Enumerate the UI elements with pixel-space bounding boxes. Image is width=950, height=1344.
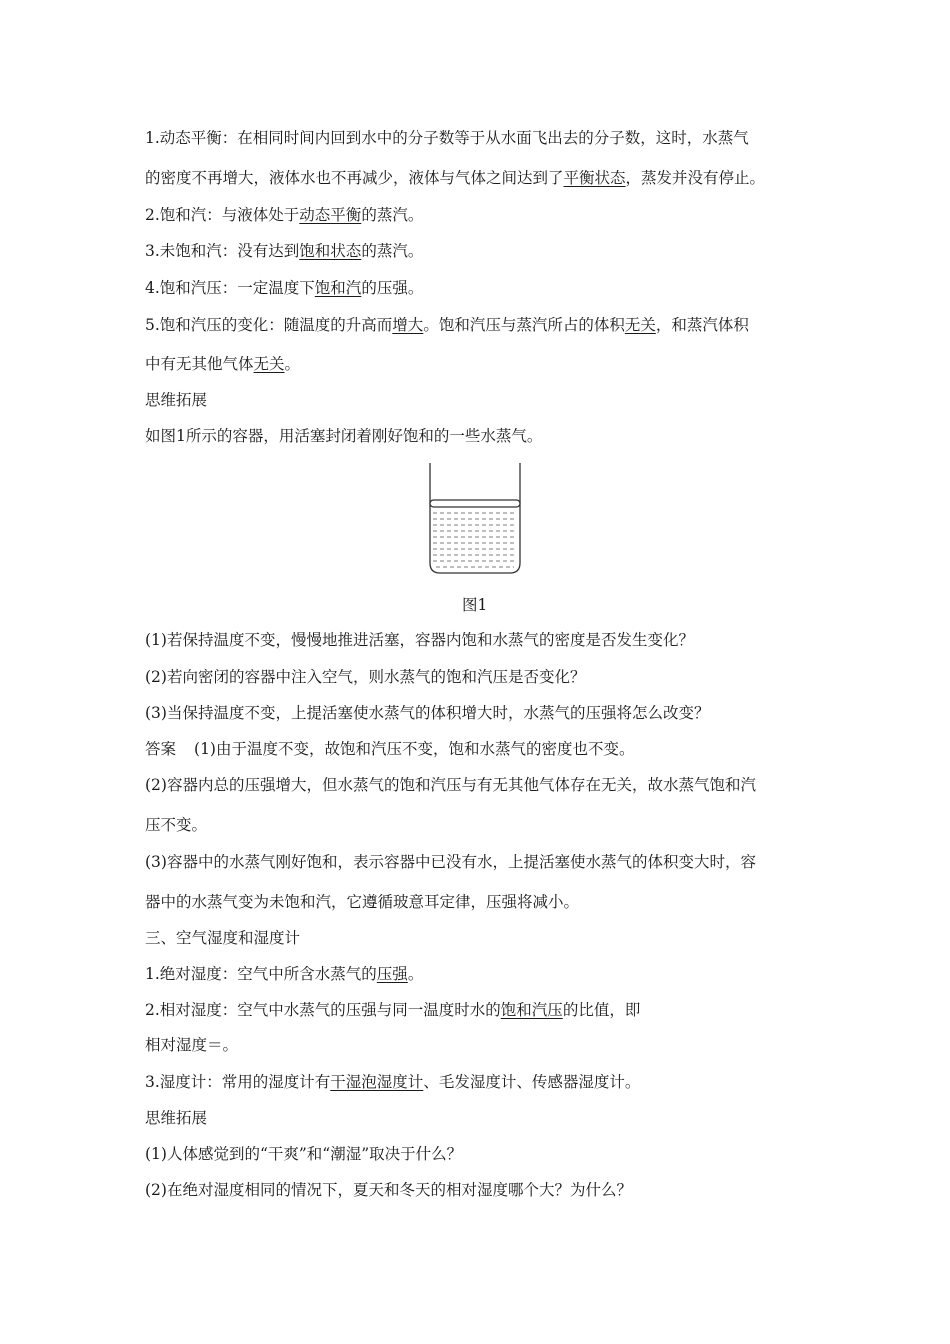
answer-1: 答案 (1)由于温度不变，故饱和汽压不变，饱和水蒸气的密度也不变。 bbox=[145, 740, 635, 758]
question-3: (3)当保持温度不变，上提活塞使水蒸气的体积增大时，水蒸气的压强将怎么改变？ bbox=[145, 704, 710, 722]
answer-3-line2: 器中的水蒸气变为未饱和汽，它遵循玻意耳定律，压强将减小。 bbox=[145, 893, 580, 911]
container-piston-figure bbox=[420, 455, 530, 580]
answer-blank: 饱和汽压 bbox=[500, 1001, 563, 1019]
definition-relative-humidity: 2.相对湿度：空气中水蒸气的压强与同一温度时水的饱和汽压的比值，即 bbox=[145, 1001, 641, 1019]
question-1: (1)若保持温度不变，慢慢地推进活塞，容器内饱和水蒸气的密度是否发生变化？ bbox=[145, 631, 694, 649]
vapor-hatching bbox=[433, 513, 517, 567]
definition-hygrometer: 3.湿度计：常用的湿度计有干湿泡湿度计、毛发湿度计、传感器湿度计。 bbox=[145, 1073, 641, 1091]
answer-label: 答案 bbox=[145, 740, 177, 758]
definition-saturated-vapor: 2.饱和汽：与液体处于动态平衡的蒸汽。 bbox=[145, 206, 424, 224]
answer-blank: 平衡状态 bbox=[563, 169, 626, 187]
figure-caption: 图1 bbox=[462, 596, 488, 614]
definition-dynamic-equilibrium-line2: 的密度不再增大，液体水也不再减少，液体与气体之间达到了平衡状态，蒸发并没有停止。 bbox=[145, 169, 766, 187]
answer-2-line1: (2)容器内总的压强增大，但水蒸气的饱和汽压与有无其他气体存在无关，故水蒸气饱和汽 bbox=[145, 776, 756, 794]
figure-intro: 如图1所示的容器，用活塞封闭着刚好饱和的一些水蒸气。 bbox=[145, 427, 543, 445]
answer-2-line2: 压不变。 bbox=[145, 816, 208, 834]
section-3-heading: 三、空气湿度和湿度计 bbox=[145, 929, 301, 947]
answer-blank: 饱和汽 bbox=[314, 279, 362, 297]
relative-humidity-formula: 相对湿度＝。 bbox=[145, 1036, 239, 1054]
section-heading-thinking-extension: 思维拓展 bbox=[145, 391, 208, 409]
definition-saturated-vapor-pressure: 4.饱和汽压：一定温度下饱和汽的压强。 bbox=[145, 279, 424, 297]
question-2: (2)若向密闭的容器中注入空气，则水蒸气的饱和汽压是否变化？ bbox=[145, 668, 586, 686]
piston bbox=[430, 500, 520, 507]
answer-blank: 压强 bbox=[376, 965, 408, 983]
answer-blank: 无关 bbox=[253, 355, 285, 373]
answer-blank: 干湿泡湿度计 bbox=[330, 1073, 424, 1091]
question-humidity-2: (2)在绝对湿度相同的情况下，夏天和冬天的相对湿度哪个大？为什么？ bbox=[145, 1181, 632, 1199]
section-heading-thinking-extension-2: 思维拓展 bbox=[145, 1109, 208, 1127]
vapor-pressure-change-line1: 5.饱和汽压的变化：随温度的升高而增大。饱和汽压与蒸汽所占的体积无关，和蒸汽体积 bbox=[145, 316, 749, 334]
answer-blank: 无关 bbox=[624, 316, 656, 334]
vapor-pressure-change-line2: 中有无其他气体无关。 bbox=[145, 355, 301, 373]
answer-blank: 动态平衡 bbox=[299, 206, 362, 224]
answer-blank: 增大 bbox=[392, 316, 424, 334]
answer-blank: 饱和状态 bbox=[299, 242, 362, 260]
answer-3-line1: (3)容器中的水蒸气刚好饱和，表示容器中已没有水，上提活塞使水蒸气的体积变大时，容 bbox=[145, 853, 756, 871]
definition-dynamic-equilibrium-line1: 1.动态平衡：在相同时间内回到水中的分子数等于从水面飞出去的分子数，这时，水蒸气 bbox=[145, 129, 749, 147]
question-humidity-1: (1)人体感觉到的“干爽”和“潮湿”取决于什么？ bbox=[145, 1145, 463, 1163]
definition-absolute-humidity: 1.绝对湿度：空气中所含水蒸气的压强。 bbox=[145, 965, 424, 983]
definition-unsaturated-vapor: 3.未饱和汽：没有达到饱和状态的蒸汽。 bbox=[145, 242, 424, 260]
